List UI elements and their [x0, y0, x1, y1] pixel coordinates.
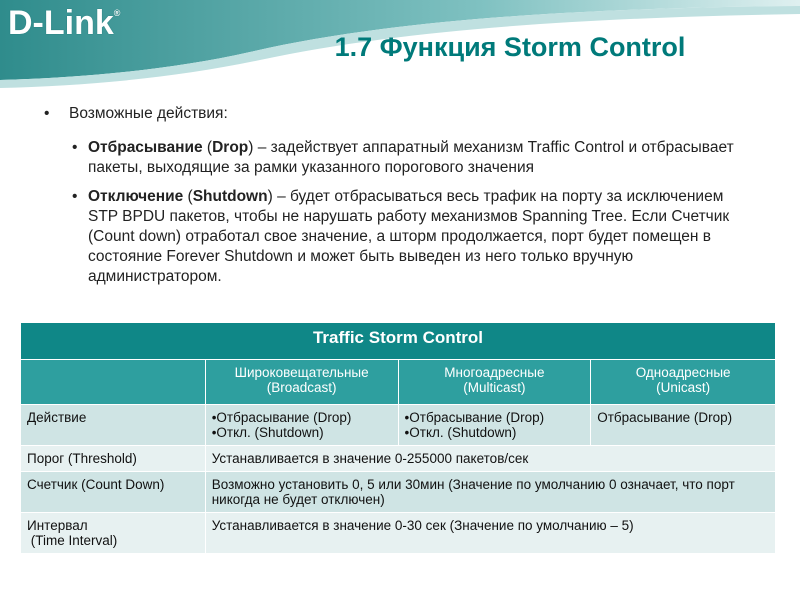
- shutdown-term: Отключение: [88, 188, 184, 205]
- drop-description: – задействует аппаратный механизм Traffic Control и отбрасывает пакеты, выходящие за рамки указанного порогового значения: [88, 139, 734, 176]
- action-shutdown-bullet: • Отключение (Shutdown) – будет отбрасываться весь трафик на порту за исключением STP BPDU пакетов, чтобы не нарушать работу механизмов Spanning Tree. Если Счетчик (Count down) отработал свое значение, а шторм продолжается, порт будет помещен в состояние Forever Shutdown и может быть выведен из него только вручную администратором.: [72, 188, 730, 285]
- cell-threshold-value: Устанавливается в значение 0-255000 пакетов/сек: [205, 446, 775, 472]
- slide-title: 1.7 Функция Storm Control: [334, 32, 686, 62]
- row-label-countdown: Счетчик (Count Down): [21, 472, 206, 513]
- column-broadcast: Широковещательные (Broadcast): [205, 360, 398, 405]
- cell-action-multicast: •Отбрасывание (Drop) •Откл. (Shutdown): [398, 405, 591, 446]
- intro-bullet: • Возможные действия:: [40, 105, 760, 123]
- cell-action-unicast: Отбрасывание (Drop): [591, 405, 776, 446]
- slide-header: [0, 0, 800, 92]
- traffic-storm-table: [20, 322, 776, 554]
- action-drop-bullet: • Отбрасывание (Drop) – задействует аппаратный механизм Traffic Control и отбрасывает пакеты, выходящие за рамки указанного порогового значения: [72, 139, 734, 176]
- shutdown-description: – будет отбрасываться весь трафик на порту за исключением STP BPDU пакетов, чтобы не нарушать работу механизмов Spanning Tree. Если Счетчик (Count down) отработал свое значение, а шторм продолжается, порт будет помещен в состояние Forever Shutdown и может быть выведен из него только вручную администратором.: [88, 188, 730, 285]
- cell-countdown-value: Возможно установить 0, 5 или 30мин (Значение по умолчанию 0 означает, что порт никогда не будет отключен): [205, 472, 775, 513]
- row-label-action: Действие: [21, 405, 206, 446]
- row-label-interval: Интервал (Time Interval): [21, 513, 206, 554]
- drop-term-en: Drop: [212, 139, 249, 156]
- column-multicast: Многоадресные (Multicast): [398, 360, 591, 405]
- table-row-interval: [21, 513, 776, 554]
- cell-interval-value: Устанавливается в значение 0-30 сек (Значение по умолчанию – 5): [205, 513, 775, 554]
- row-label-threshold: Порог (Threshold): [21, 446, 206, 472]
- table-row-countdown: [21, 472, 776, 513]
- column-unicast: Одноадресные (Unicast): [591, 360, 776, 405]
- slide-content: [40, 105, 760, 296]
- table-row-action: [21, 405, 776, 446]
- table-row-threshold: [21, 446, 776, 472]
- table-title: Traffic Storm Control: [21, 323, 776, 360]
- d-link-logo: D-Link®: [8, 4, 121, 42]
- shutdown-term-en: Shutdown: [192, 188, 268, 205]
- table-header-empty: [21, 360, 206, 405]
- cell-action-broadcast: •Отбрасывание (Drop) •Откл. (Shutdown): [205, 405, 398, 446]
- drop-term: Отбрасывание: [88, 139, 203, 156]
